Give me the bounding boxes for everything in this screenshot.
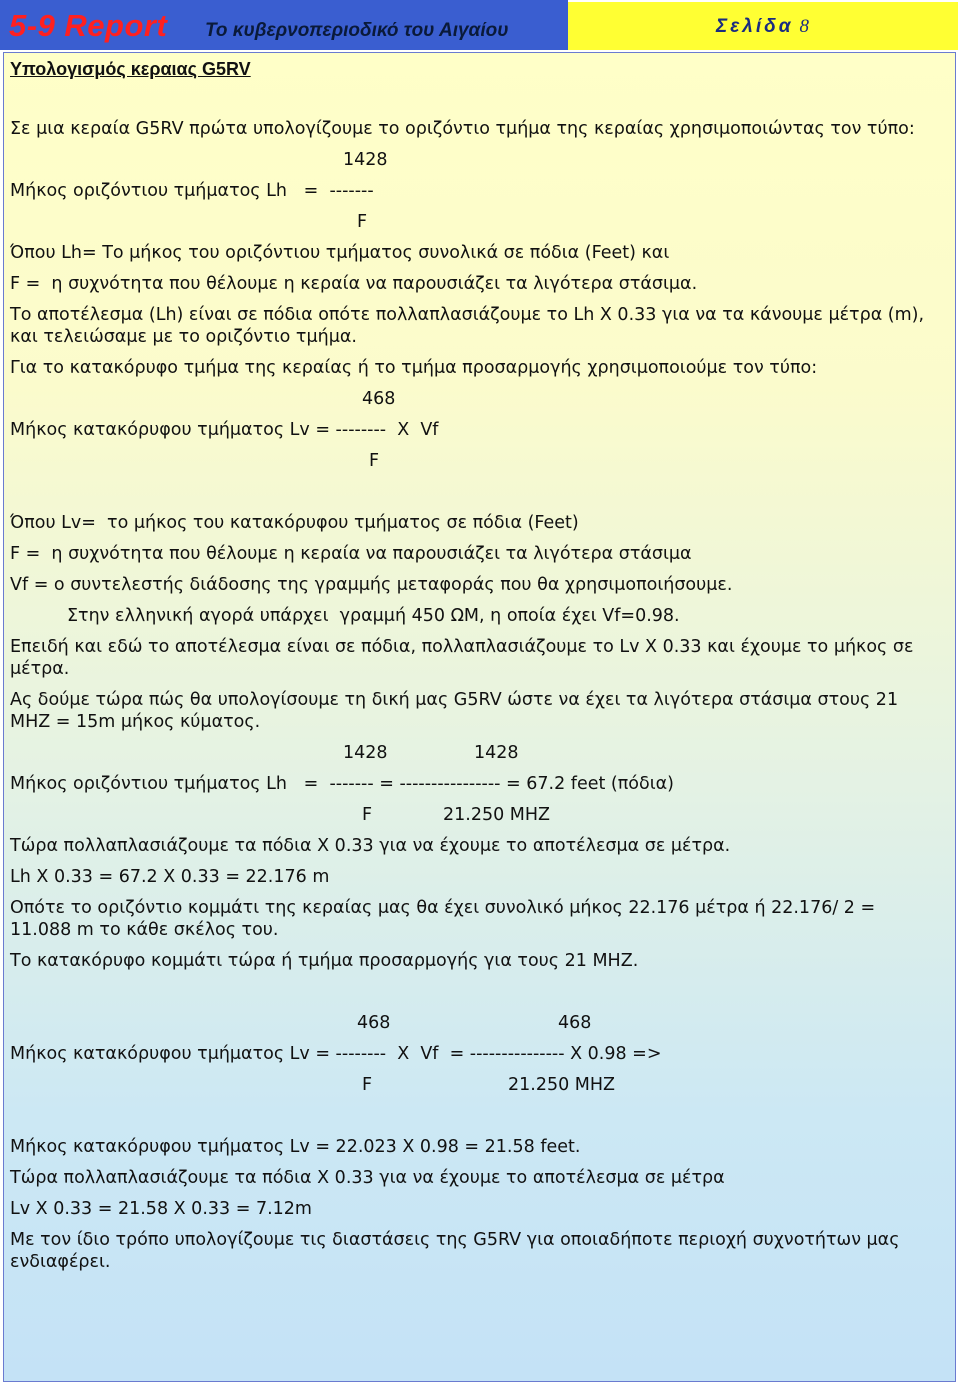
paragraph: Όπου Lh= Το μήκος του οριζόντιου τμήματος συνολικά σε πόδια (Feet) και bbox=[10, 243, 670, 263]
formula-numerator: 1428 bbox=[343, 743, 388, 763]
paragraph: Με τον ίδιο τρόπο υπολογίζουμε τις διαστάσεις της G5RV για οποιαδήποτε περιοχή συχνοτήτων μας ενδιαφέρει. bbox=[10, 1230, 900, 1272]
formula-denominator: F bbox=[357, 212, 368, 232]
paragraph: Σε μια κεραία G5RV πρώτα υπολογίζουμε το οριζόντιο τμήμα της κεραίας χρησιμοποιώντας τον τύπο: bbox=[10, 119, 915, 139]
paragraph: Τώρα πολλαπλασιάζουμε τα πόδια X 0.33 για να έχουμε το αποτέλεσμα σε μέτρα. bbox=[10, 836, 731, 856]
formula-line: Μήκος κατακόρυφου τμήματος Lv = -------- X Vf bbox=[10, 420, 439, 440]
formula-numerator: 1428 bbox=[343, 150, 388, 170]
formula-line: Μήκος κατακόρυφου τμήματος Lv = -------- X Vf = --------------- X 0.98 => bbox=[10, 1044, 662, 1064]
page-indicator bbox=[716, 16, 809, 38]
formula-numerator: 468 bbox=[357, 1013, 391, 1033]
brand-title: 5-9 Report bbox=[9, 8, 168, 43]
paragraph: Ας δούμε τώρα πώς θα υπολογίσουμε τη δική μας G5RV ώστε να έχει τα λιγότερα στάσιμα στους 21 MHZ = 15m μήκος κύματος. bbox=[10, 690, 899, 732]
paragraph: Για το κατακόρυφο τμήμα της κεραίας ή το τμήμα προσαρμογής χρησιμοποιούμε τον τύπο: bbox=[10, 358, 818, 378]
header-blue-bar bbox=[0, 0, 568, 50]
formula-denominator: 21.250 MHZ bbox=[508, 1075, 616, 1095]
paragraph: Το αποτέλεσμα (Lh) είναι σε πόδια οπότε πολλαπλασιάζουμε το Lh X 0.33 για να τα κάνουμε μέτρα (m), και τελειώσαμε με το οριζόντιο τμήμα. bbox=[10, 305, 925, 347]
paragraph: Τώρα πολλαπλασιάζουμε τα πόδια X 0.33 για να έχουμε το αποτέλεσμα σε μέτρα bbox=[10, 1168, 725, 1188]
formula-denominator: F bbox=[362, 1075, 373, 1095]
paragraph: F = η συχνότητα που θέλουμε η κεραία να παρουσιάζει τα λιγότερα στάσιμα. bbox=[10, 274, 698, 294]
page-number: 8 bbox=[799, 16, 810, 37]
paragraph: Vf = ο συντελεστής διάδοσης της γραμμής μεταφοράς που θα χρησιμοποιήσουμε. bbox=[10, 575, 733, 595]
paragraph: Στην ελληνική αγορά υπάρχει γραμμή 450 ΩΜ, η οποία έχει Vf=0.98. bbox=[67, 606, 680, 626]
formula-denominator: F bbox=[362, 805, 373, 825]
paragraph: Lv X 0.33 = 21.58 X 0.33 = 7.12m bbox=[10, 1199, 312, 1219]
formula-line: Μήκος οριζόντιου τμήματος Lh = ------- = ---------------- = 67.2 feet (πόδια) bbox=[10, 774, 674, 794]
paragraph: Επειδή και εδώ το αποτέλεσμα είναι σε πόδια, πολλαπλασιάζουμε το Lv X 0.33 και έχουμε το μήκος σε μέτρα. bbox=[10, 637, 914, 679]
paragraph: F = η συχνότητα που θέλουμε η κεραία να παρουσιάζει τα λιγότερα στάσιμα bbox=[10, 544, 692, 564]
paragraph: Όπου Lv= το μήκος του κατακόρυφου τμήματος σε πόδια (Feet) bbox=[10, 513, 579, 533]
article-heading: Υπολογισμός κεραιας G5RV bbox=[10, 59, 251, 79]
paragraph: Οπότε το οριζόντιο κομμάτι της κεραίας μας θα έχει συνολικό μήκος 22.176 μέτρα ή 22.176/ 2 = 11.088 m το κάθε σκέλος του. bbox=[10, 898, 876, 940]
formula-denominator: F bbox=[369, 451, 380, 471]
page-label: Σελίδα bbox=[716, 16, 794, 37]
formula-line: Μήκος οριζόντιου τμήματος Lh = ------- bbox=[10, 181, 374, 201]
paragraph: Το κατακόρυφο κομμάτι τώρα ή τμήμα προσαρμογής για τους 21 MHZ. bbox=[10, 951, 639, 971]
formula-numerator: 468 bbox=[558, 1013, 592, 1033]
formula-denominator: 21.250 MHZ bbox=[443, 805, 551, 825]
formula-numerator: 468 bbox=[362, 389, 396, 409]
magazine-subtitle: Το κυβερνοπεριοδικό του Αιγαίου bbox=[205, 20, 509, 41]
paragraph: Μήκος κατακόρυφου τμήματος Lv = 22.023 X 0.98 = 21.58 feet. bbox=[10, 1137, 581, 1157]
paragraph: Lh X 0.33 = 67.2 X 0.33 = 22.176 m bbox=[10, 867, 330, 887]
formula-numerator: 1428 bbox=[474, 743, 519, 763]
